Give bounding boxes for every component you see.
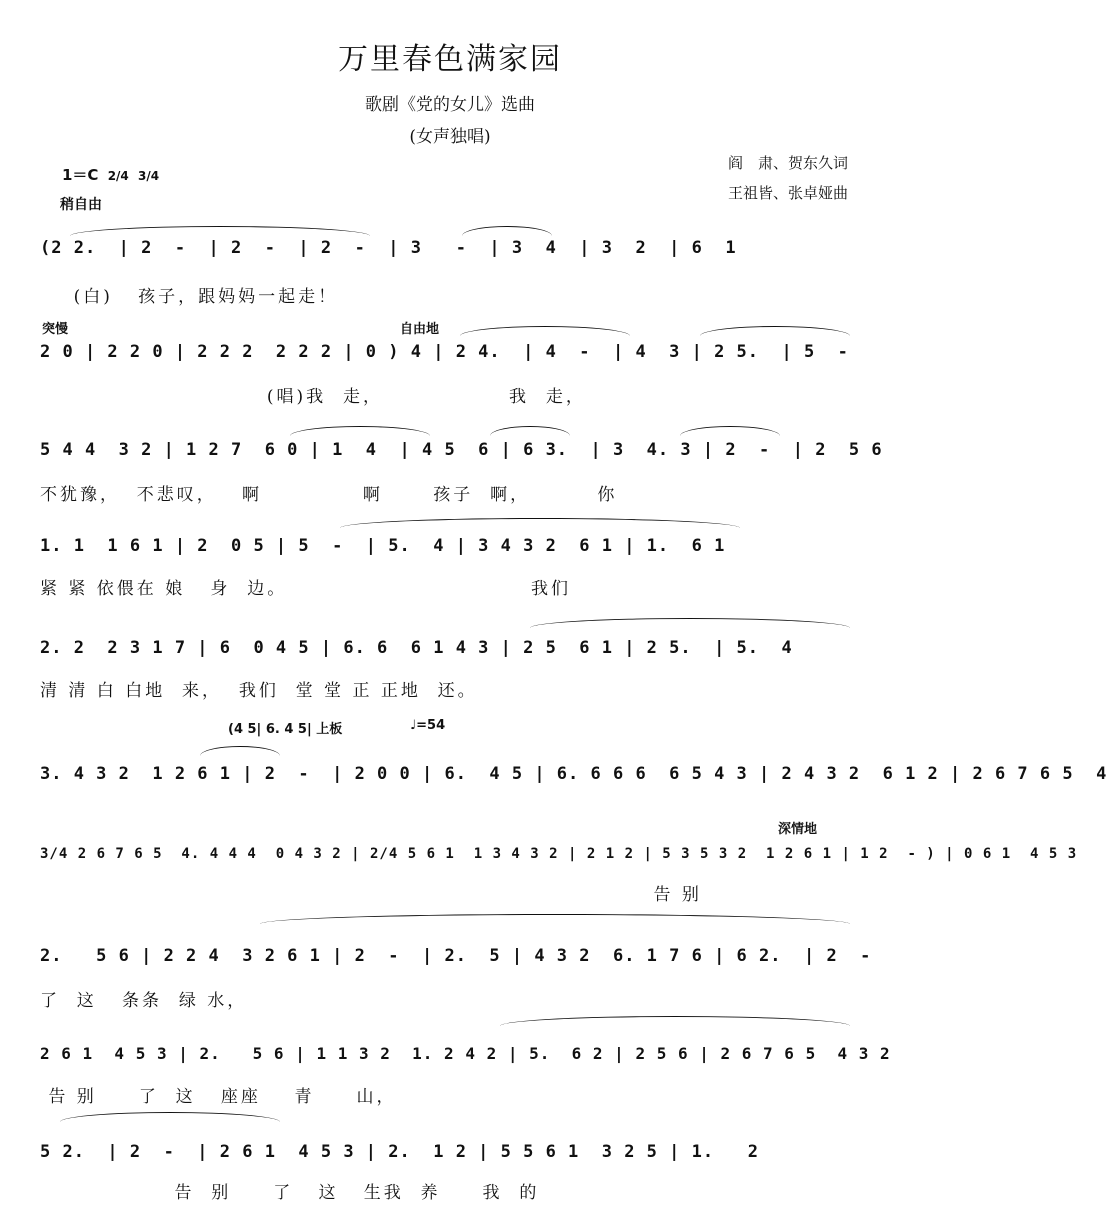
lyric: 告 别 了 这 生我 养 我 的 <box>40 1183 540 1203</box>
lyric: 告 别 <box>40 885 702 905</box>
expression-mark: 深情地 <box>778 822 818 837</box>
lyric: 清 清 白 白地 来， 我们 堂 堂 正 正地 还。 <box>40 681 478 701</box>
lyric: (唱)我 走， 我 走， <box>40 387 586 407</box>
lyric: 告 别 了 这 座座 青 山， <box>40 1087 397 1107</box>
time-signature-a: 2/4 <box>107 169 129 183</box>
notation: 2 0 | 2 2 0 | 2 2 2 2 2 2 | 0 ) 4 | 2 4. | 4 - | 4 3 | 2 5. | 5 - <box>40 342 849 362</box>
tempo-marking: 稍自由 <box>60 197 102 213</box>
slur <box>60 1112 280 1123</box>
notation: 2 6 1 4 5 3 | 2. 5 6 | 1 1 3 2 1. 2 4 2 | 5. 6 2 | 2 5 6 | 2 6 7 6 5 4 3 2 <box>40 1044 891 1063</box>
intro-mark: (4 5| 6. 4 5| 上板 <box>228 722 343 737</box>
notation: 3. 4 3 2 1 2 6 1 | 2 - | 2 0 0 | 6. 4 5 | 6. 6 6 6 6 5 4 3 | 2 4 3 2 6 1 2 | 2 6 7 6 5 4 <box>40 764 1107 784</box>
slur <box>500 1016 850 1027</box>
lyricist-credit: 阎 肃、贺东久词 <box>727 154 848 172</box>
key-label: 1＝C <box>62 166 99 184</box>
notation: 1. 1 1 6 1 | 2 0 5 | 5 - | 5. 4 | 3 4 3 2 6 1 | 1. 6 1 <box>40 536 726 556</box>
notation: (2 2. | 2 - | 2 - | 2 - | 3 - | 3 4 | 3 2 | 6 1 <box>40 238 737 258</box>
lyric: 紧 紧 依偎在 娘 身 边。 我们 <box>40 579 571 599</box>
slur <box>290 426 430 437</box>
lyric: (白) 孩子，跟妈妈一起走！ <box>40 287 339 307</box>
slur <box>460 326 630 337</box>
tempo-metronome: ♩=54 <box>410 718 446 733</box>
composer-credit: 王祖皆、张卓娅曲 <box>727 184 848 202</box>
song-title: 万里春色满家园 <box>338 42 562 77</box>
lyric: 不犹豫， 不悲叹， 啊 啊 孩子 啊， 你 <box>40 485 618 505</box>
slur <box>70 226 370 237</box>
slur <box>200 746 280 757</box>
notation: 2. 5 6 | 2 2 4 3 2 6 1 | 2 - | 2. 5 | 4 3 2 6. 1 7 6 | 6 2. | 2 - <box>40 946 872 966</box>
lyric: 了 这 条条 绿 水， <box>40 991 248 1011</box>
performance-note: (女声独唱) <box>409 127 491 147</box>
slur <box>680 426 780 437</box>
slur <box>340 518 740 529</box>
song-subtitle: 歌剧《党的女儿》选曲 <box>365 95 535 115</box>
slur <box>530 618 850 629</box>
slur <box>462 226 552 237</box>
tempo-mark: 自由地 <box>400 322 440 337</box>
slur <box>490 426 570 437</box>
tempo-mark: 突慢 <box>42 322 69 337</box>
notation: 5 4 4 3 2 | 1 2 7 6 0 | 1 4 | 4 5 6 | 6 3. | 3 4. 3 | 2 - | 2 5 6 <box>40 440 883 460</box>
notation: 5 2. | 2 - | 2 6 1 4 5 3 | 2. 1 2 | 5 5 6 1 3 2 5 | 1. 2 <box>40 1142 760 1162</box>
slur <box>700 326 850 337</box>
key-signature <box>62 164 159 185</box>
notation: 2. 2 2 3 1 7 | 6 0 4 5 | 6. 6 6 1 4 3 | 2 5 6 1 | 2 5. | 5. 4 <box>40 638 793 658</box>
slur <box>260 914 850 925</box>
notation: 3/4 2 6 7 6 5 4. 4 4 4 0 4 3 2 | 2/4 5 6 1 1 3 4 3 2 | 2 1 2 | 5 3 5 3 2 1 2 6 1 | 1 2 - ) | 0 6 1 4 5 3 <box>40 846 1078 862</box>
time-signature-b: 3/4 <box>138 169 160 183</box>
